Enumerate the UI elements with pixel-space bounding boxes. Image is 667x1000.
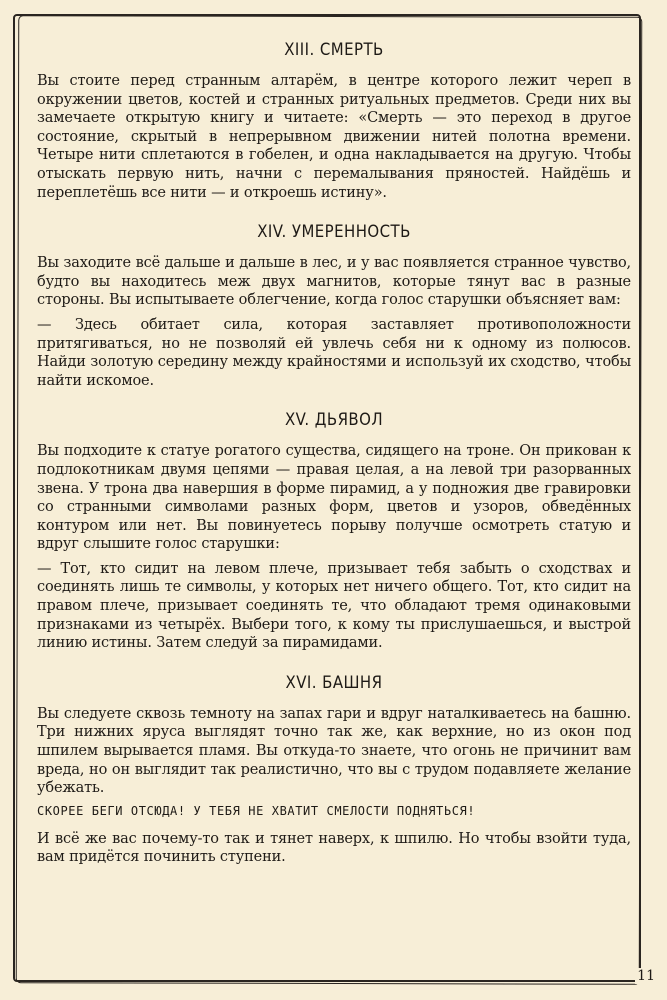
- paragraph: — Тот, кто сидит на левом плече, призывает тебя забыть о сходствах и соединять лишь те символы, у которых нет ничего общего. Тот, кто сидит на правом плече, призывает соединять те, что обладают тремя одинаковыми признаками из четырёх. Выбери того, к кому ты прислушаешься, и выстрой линию истины. Затем следуй за пирамидами.: [37, 560, 631, 652]
- paragraph: Вы подходите к статуе рогатого существа, сидящего на троне. Он прикован к подлокотникам двумя цепями — правая целая, а на левой три разорванных звена. У трона два навершия в форме пирамид, а у подножия две гравировки со странными символами разных форм, цветов и узоров, обведённых контуром или нет. Вы повинуетесь порыву получше осмотреть статую и вдруг слышите голос старушки:: [37, 443, 631, 553]
- section-temperance: [37, 222, 631, 390]
- section-heading: XV. ДЬЯВОЛ: [284, 410, 384, 431]
- paragraph: Вы заходите всё дальше и дальше в лес, и у вас появляется странное чувство, будто вы находитесь меж двух магнитов, которые тянут вас в разные стороны. Вы испытываете облегчение, когда голос старушки объясняет вам:: [37, 255, 631, 309]
- page-number: 11: [637, 968, 655, 984]
- paragraph: Вы стоите перед странным алтарём, в центре которого лежит череп в окружении цветов, костей и странных ритуальных предметов. Среди них вы замечаете открытую книгу и читаете: «Смерть — это переход в другое состояние, скрытый в непрерывном движении нитей полотна времени. Четыре нити сплетаются в гобелен, и одна накладывается на другую. Чтобы отыскать первую нить, начни с перемалывания пряностей. Найдёшь и переплетёшь все нити — и откроешь истину».: [37, 73, 631, 201]
- paragraph: Вы следуете сквозь темноту на запах гари и вдруг наталкиваетесь на башню. Три нижних яруса выглядят точно так же, как верхние, но из окон под шпилем вырывается пламя. Вы откуда-то знаете, что огонь не причинит вам вреда, но он выглядит так реалистично, что вы с трудом подавляете желание убежать.: [37, 705, 631, 797]
- section-death: [37, 40, 631, 202]
- handwritten-note: СКОРЕЕ БЕГИ ОТСЮДА! У ТЕБЯ НЕ ХВАТИТ СМЕЛОСТИ ПОДНЯТЬСЯ!: [37, 803, 476, 818]
- paragraph: И всё же вас почему-то так и тянет наверх, к шпилю. Но чтобы взойти туда, вам придётся починить ступени.: [37, 830, 631, 866]
- paragraph: — Здесь обитает сила, которая заставляет противоположности притягиваться, но не позволяй ей увлечь себя ни к одному из полюсов. Найди золотую середину между крайностями и используй их сходство, чтобы найти искомое.: [37, 316, 631, 389]
- section-heading: XIII. СМЕРТЬ: [284, 40, 384, 60]
- section-heading: XVI. БАШНЯ: [285, 672, 383, 693]
- section-tower: [37, 673, 631, 867]
- page-content: [37, 40, 631, 887]
- section-heading: XIV. УМЕРЕННОСТЬ: [257, 222, 411, 243]
- section-devil: [37, 410, 631, 653]
